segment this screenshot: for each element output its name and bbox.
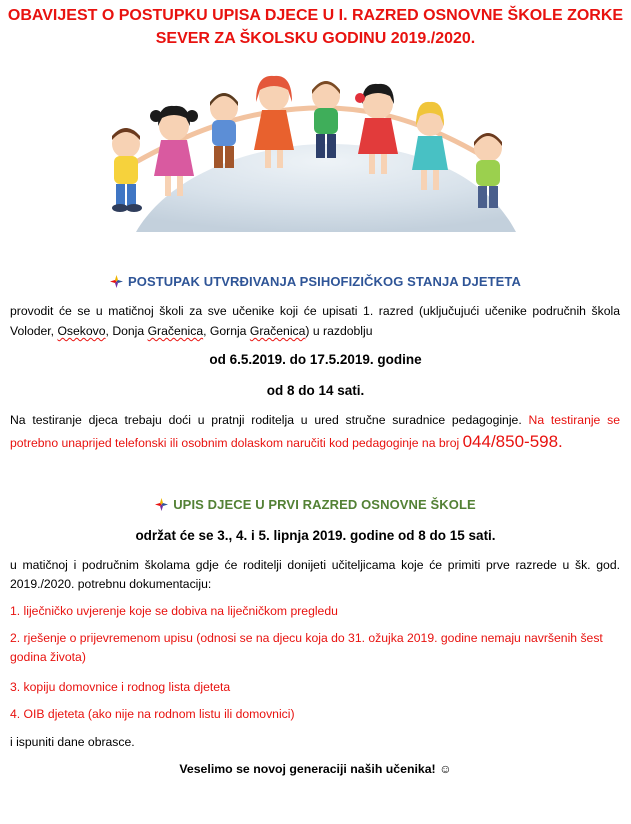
section1-intro [10,301,620,341]
place-donja-gracenica: Gračenica [147,324,204,338]
document-item-4: 4. OIB djeteta (ako nije na rodnom listu ili domovnici) [10,707,295,721]
globe-shape [136,144,516,232]
testing-appointment-text: Na testiranje se potrebno unaprijed telefonski ili osobnim dolaskom naručiti kod pedagoginje na broj [10,413,620,450]
testing-hours: od 8 do 14 sati. [266,383,365,398]
phone-number: 044/850-598. [462,432,563,451]
section1-heading-text: POSTUPAK UTVRĐIVANJA PSIHOFIZIČKOG STANJA DJETETA [127,274,521,289]
intro-sep: , Donja [105,324,148,338]
testing-text: Na testiranje djeca trebaju doći u pratnji roditelja u ured stručne suradnice pedagoginje. [10,413,529,427]
document-item-2: 2. rješenje o prijevremenom upisu (odnosi se na djecu koja do 31. ožujka 2019. godine nemaju navršenih šest godina života) [10,631,603,664]
diamond-bullet-icon [110,275,123,288]
enrollment-intro: u matičnoj i područnim školama gdje će roditelji donijeti učiteljicama koje će primiti prve razrede u šk. god. 2019./2020. potrebnu dokumentaciju: [10,558,620,591]
intro-text-end: ) u razdoblju [305,324,373,338]
section2-heading-text: UPIS DJECE U PRVI RAZRED OSNOVNE ŠKOLE [173,497,476,512]
intro-text: provodit će se u matičnoj školi za sve učenike koji će upisati 1. razred (uključujući učenike područnih škola Voloder, [10,304,620,338]
enrollment-footer: i ispuniti dane obrasce. [10,735,135,749]
title-line-1: OBAVIJEST O POSTUPKU UPISA DJECE U I. RAZRED OSNOVNE ŠKOLE ZORKE [7,7,624,24]
children-globe-illustration [96,64,536,232]
document-item-1: 1. liječničko uvjerenje koje se dobiva na liječničkom pregledu [10,604,338,618]
testing-dates: od 6.5.2019. do 17.5.2019. godine [209,352,422,367]
document-item-3: 3. kopiju domovnice i rodnog lista djeteta [10,680,231,694]
closing-message: Veselimo se novoj generaciji naših učenika! ☺ [179,762,452,776]
testing-instructions [10,409,620,454]
place-gornja-gracenica: Gračenica [249,324,306,338]
title-line-2: SEVER ZA ŠKOLSKU GODINU 2019./2020. [155,30,476,47]
section1-heading [0,274,631,289]
diamond-bullet-icon [155,498,168,511]
child-figure [210,93,238,168]
place-osekovo: Osekovo [57,324,106,338]
child-figure [112,128,142,212]
enrollment-schedule: održat će se 3., 4. i 5. lipnja 2019. godine od 8 do 15 sati. [135,528,496,543]
intro-sep: , Gornja [203,324,250,338]
section2-heading [0,497,631,512]
page-title [0,4,631,50]
